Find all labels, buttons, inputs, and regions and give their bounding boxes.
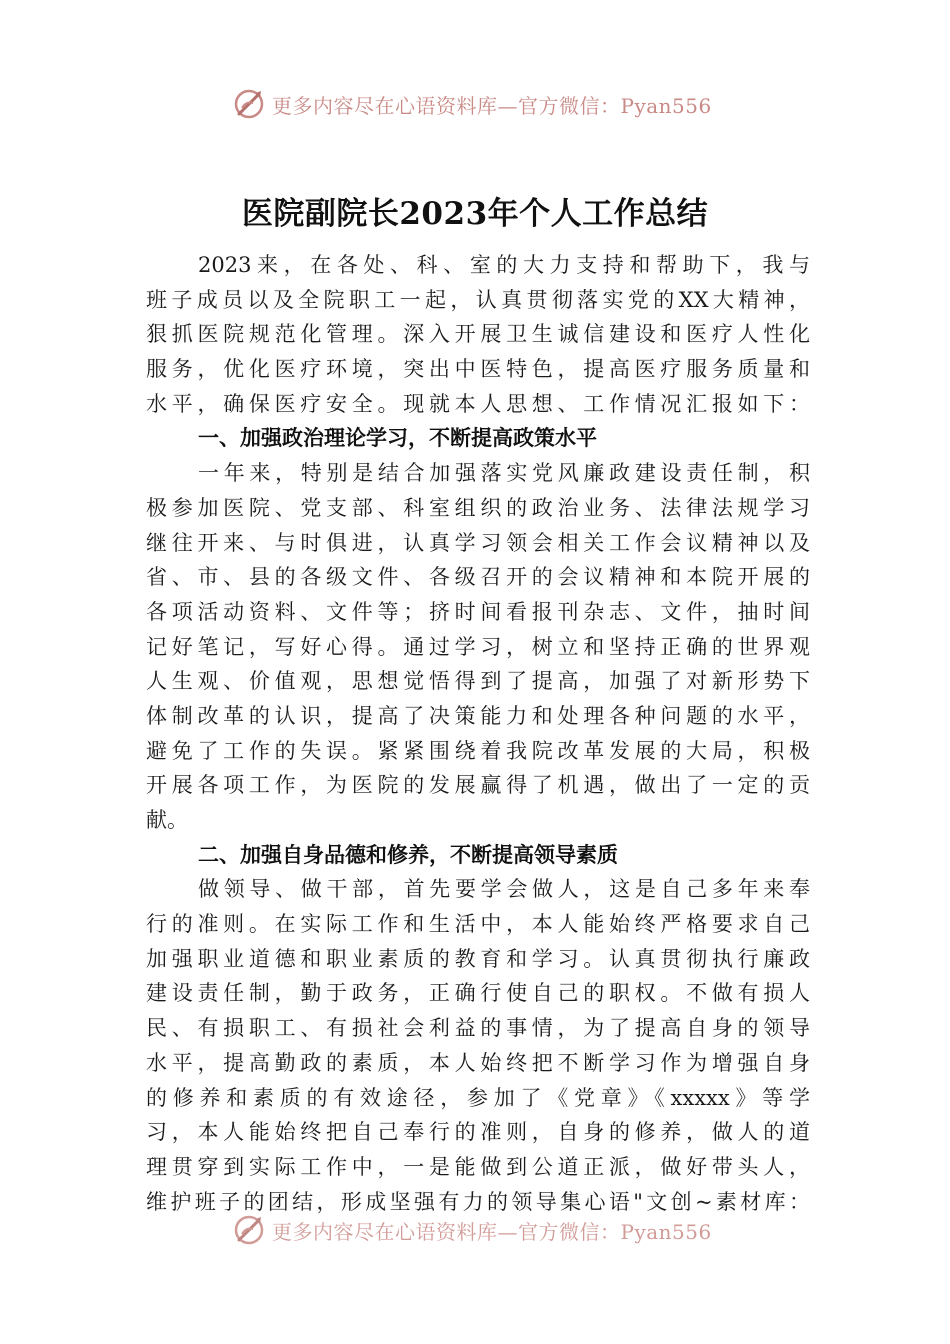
paragraph-line: 民、有损职工、有损社会利益的事情，为了提高自身的领导 [146, 1016, 810, 1041]
document-body [146, 248, 810, 1219]
paragraph-line: 服务，优化医疗环境，突出中医特色，提高医疗服务质量和 [146, 357, 810, 382]
document-title: 医院副院长2023年个人工作总结 [241, 196, 709, 232]
paragraph-line: 人生观、价值观，思想觉悟得到了提高，加强了对新形势下 [146, 669, 810, 694]
paragraph-line: 体制改革的认识，提高了决策能力和处理各种问题的水平， [146, 703, 810, 728]
paragraph-line: 继往开来、与时俱进，认真学习领会相关工作会议精神以及 [146, 530, 810, 555]
paragraph-line: 理贯穿到实际工作中，一是能做到公道正派，做好带头人， [146, 1154, 810, 1179]
pen-logo-icon [232, 1213, 266, 1247]
paragraph-line: 极参加医院、党支部、科室组织的政治业务、法律法规学习 [146, 495, 810, 520]
paragraph-line: 开展各项工作，为医院的发展赢得了机遇，做出了一定的贡 [146, 773, 810, 798]
paragraph-line: 一年来，特别是结合加强落实党风廉政建设责任制，积 [198, 461, 810, 486]
paragraph-line: 加强职业道德和职业素质的教育和学习。认真贯彻执行廉政 [146, 946, 810, 971]
paragraph-line: 省、市、县的各级文件、各级召开的会议精神和本院开展的 [146, 565, 810, 590]
paragraph-line: 习，本人能始终把自己奉行的准则，自身的修养，做人的道 [146, 1120, 810, 1145]
paragraph-line: 水平，提高勤政的素质，本人始终把不断学习作为增强自身 [146, 1050, 810, 1075]
paragraph-line: 行的准则。在实际工作和生活中，本人能始终严格要求自己 [146, 912, 810, 937]
watermark-text: 更多内容尽在心语资料库—官方微信：Pyan556 [272, 93, 712, 118]
paragraph-line: 的修养和素质的有效途径，参加了《党章》《xxxxx》等学 [146, 1085, 810, 1110]
paragraph-line: 献。 [146, 808, 188, 832]
paragraph-line: 狠抓医院规范化管理。深入开展卫生诚信建设和医疗人性化 [146, 322, 810, 347]
paragraph-line: 水平，确保医疗安全。现就本人思想、工作情况汇报如下： [146, 391, 810, 416]
section-heading-2: 二、加强自身品德和修养，不断提高领导素质 [198, 842, 618, 867]
paragraph-line: 做领导、做干部，首先要学会做人，这是自己多年来奉 [198, 877, 810, 902]
paragraph-line: 建设责任制，勤于政务，正确行使自己的职权。不做有损人 [146, 981, 810, 1006]
paragraph-line: 维护班子的团结，形成坚强有力的领导集心语"文创~素材库： [146, 1189, 810, 1214]
watermark-header [232, 84, 712, 124]
watermark-footer [232, 1210, 712, 1250]
paragraph-line: 各项活动资料、文件等；挤时间看报刊杂志、文件，抽时间 [146, 599, 810, 624]
paragraph-line: 避免了工作的失误。紧紧围绕着我院改革发展的大局，积极 [146, 738, 810, 763]
section-heading-1: 一、加强政治理论学习，不断提高政策水平 [198, 426, 597, 451]
paragraph-line: 记好笔记，写好心得。通过学习，树立和坚持正确的世界观 [146, 634, 810, 659]
paragraph-line: 班子成员以及全院职工一起，认真贯彻落实党的XX大精神， [146, 287, 810, 312]
pen-logo-icon [232, 87, 266, 121]
watermark-text: 更多内容尽在心语资料库—官方微信：Pyan556 [272, 1219, 712, 1244]
paragraph-line: 2023来，在各处、科、室的大力支持和帮助下，我与 [198, 253, 810, 277]
